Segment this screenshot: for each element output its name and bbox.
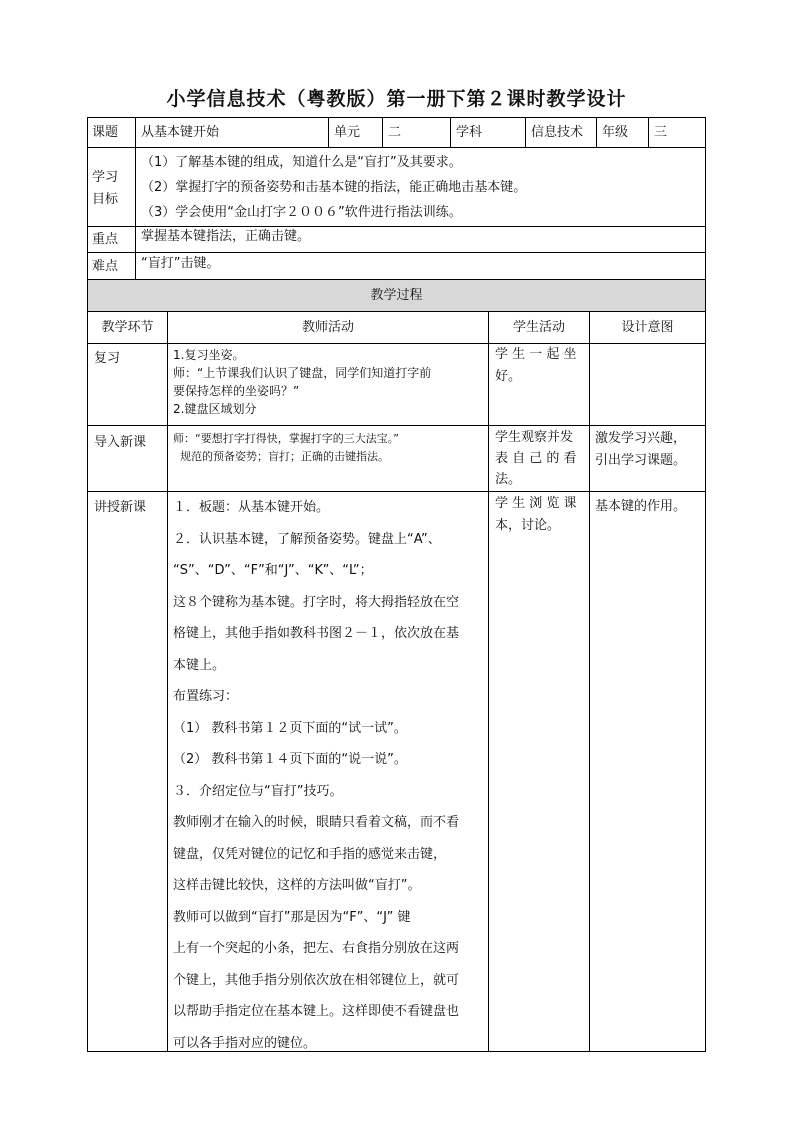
grade-value: 三 [654, 125, 668, 140]
column-header-student: 学生活动 [512, 320, 565, 335]
student-activity-intro: 学生观察并发 表 自 己 的 看 法。 [495, 430, 577, 487]
subject-value: 信息技术 [531, 125, 584, 140]
subject-label: 学科 [456, 125, 483, 140]
goal-item: （3）学会使用“金山打字２００６”软件进行指法训练。 [141, 205, 462, 220]
student-activity-review: 学 生 一 起 坐 好。 [495, 347, 577, 384]
key-point-value: 掌握基本键指法，正确击键。 [141, 229, 311, 244]
stage-review: 复习 [94, 351, 121, 366]
difficulty-value: “盲打”击键。 [141, 256, 220, 271]
teacher-activity-intro: 师：“要想打字打得快，掌握打字的三大法宝。” 规范的预备姿势；盲打；正确的击键指法。 [173, 432, 399, 463]
teacher-activity-teaching: １．板题：从基本键开始。 ２．认识基本键，了解预备姿势。键盘上“A”、 “S”、“D”、“F”和“J”、“K”、“L”； 这８个键称为基本键。打字时，将大拇指轻放在空 格键上，其他手指如教科书图２－１，依次放在基 本键上。 布置练习： （1） 教科书第１２页下面的“试一试”。 （2） 教科书第１４页下面的“说一说”。 ３．介绍定位与“盲打”技巧。 教师刚才在输入的时候，眼睛只看着文稿，而不看 键盘，仅凭对键位的记忆和手指的感觉来击键， 这样击键比较快，这样的方法叫做“盲打”。 教师可以做到“盲打”那是因为“F”、“J” 键 上有一个突起的小条，把左、右食指分别放在这两 个键上，其他手指分别依次放在相邻键位上，就可 以帮助手指定位在基本键上。这样即使不看键盘也 可以各手指对应的键位。 [173, 500, 460, 1051]
unit-label: 单元 [334, 125, 361, 140]
topic-value: 从基本键开始 [141, 125, 220, 140]
process-header: 教学过程 [370, 288, 423, 303]
stage-teaching: 讲授新课 [94, 500, 147, 515]
goal-item: （1）了解基本键的组成，知道什么是“盲打”及其要求。 [141, 155, 462, 170]
student-activity-teaching: 学 生 浏 览 课 本，讨论。 [495, 496, 577, 533]
column-header-stage: 教学环节 [101, 320, 154, 335]
stage-intro: 导入新课 [94, 435, 147, 450]
intent-teaching: 基本键的作用。 [595, 499, 687, 514]
column-header-intent: 设计意图 [621, 320, 674, 335]
page-title: 小学信息技术（粤教版）第一册下第２课时教学设计 [166, 88, 627, 110]
key-point-label: 重点 [92, 232, 119, 247]
difficulty-label: 难点 [92, 259, 119, 274]
column-header-teacher: 教师活动 [301, 320, 354, 335]
intent-intro: 激发学习兴趣， 引出学习课题。 [595, 431, 687, 468]
goals-list [141, 150, 703, 225]
topic-label: 课题 [92, 125, 119, 140]
unit-value: 二 [388, 125, 402, 140]
goal-item: （2）掌握打字的预备姿势和击基本键的指法，能正确地击基本键。 [141, 180, 527, 195]
teacher-activity-review: 1.复习坐姿。 师：“上节课我们认识了键盘，同学们知道打字前 要保持怎样的坐姿吗？” 2.键盘区域划分 [173, 348, 432, 416]
grade-label: 年级 [602, 125, 629, 140]
goals-label: 学习 目标 [92, 170, 119, 207]
